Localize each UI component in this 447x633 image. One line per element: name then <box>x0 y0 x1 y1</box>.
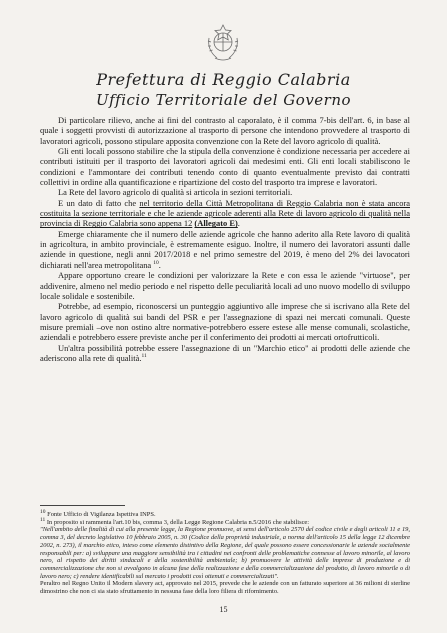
page-number: 15 <box>219 605 228 614</box>
header-ufficio: Ufficio Territoriale del Governo <box>95 91 352 109</box>
paragraph-4-lead: E un dato di fatto che <box>58 197 140 208</box>
italian-republic-emblem-icon <box>203 22 243 64</box>
footnote-11 <box>40 516 410 527</box>
footnote-ref-10: 10 <box>153 260 159 266</box>
footnote-10-text: Fonte Ufficio di Vigilanza Ispettiva INPS. <box>47 511 156 518</box>
paragraph-6: Appare opportuno creare le condizioni per valorizzare la Rete e con essa le aziende "virtuose", per addivenire, almeno nel medio periodo e nel rispetto delle peculiarità locali ad uno nuovo modello di sviluppo locale solidale e sostenibile. <box>40 270 410 301</box>
paragraph-4-end: . <box>237 218 240 229</box>
header-prefettura: Prefettura di Reggio Calabria <box>96 70 351 89</box>
footnote-11-intro: In proposito si rammenta l'art.10 bis, comma 3, della Legge Regione Calabria n.5/2016 che stabilisce: <box>46 518 310 526</box>
paragraph-8 <box>40 343 410 364</box>
footnotes <box>40 508 410 596</box>
paragraph-5 <box>40 229 410 270</box>
paragraph-5-end: . <box>158 259 161 270</box>
paragraph-4-underlined: nel territorio della Città Metropolitana di Reggio Calabria non è stata ancora costituita la sezione territoriale e che le aziende agricole aderenti alla Rete di lavoro agricolo di qualità nella provincia di Reggio Calabria sono appena 12 <box>40 197 410 229</box>
paragraph-2: Gli enti locali possono stabilire che la stipula della convenzione è condizione necessaria per accedere ai contributi istituiti per il trasporto dei lavoratori agricoli dai medesimi enti. Gli enti locali stabiliscono le condizioni e l'ammontare dei contributi tenendo conto di quanto eventualmente previsto dai contratti collettivi in ordine alla quantificazione e ripartizione del costo del trasporto tra imprese e lavoratori. <box>40 146 410 188</box>
footnote-11-extra: Peraltro nel Regno Unito il Modern slavery act, approvato nel 2015, prevede che le aziende con un fatturato superiore ai 36 milioni di sterline dimostrino che non ci sia stato sfruttamento in nessuna fase della loro filiera di rifornimento. <box>40 580 410 596</box>
footnote-separator <box>40 505 125 506</box>
body-text <box>40 115 410 363</box>
paragraph-3: La Rete del lavoro agricolo di qualità si articola in sezioni territoriali. <box>58 187 293 198</box>
footnote-11-number: 11 <box>40 516 46 523</box>
paragraph-7: Potrebbe, ad esempio, riconoscersi un punteggio aggiuntivo alle imprese che si iscrivano alla Rete del lavoro agricolo di qualità sui bandi del PSR e per l'assegnazione di spazi nei mercati comunali. Queste misure premiali –ove non ostino altre normative-potrebbero essere estese alle mense comunali, scolastiche, aziendali e potrebbero essere previste anche per il conferimento dei prodotti ai mercati ortofrutticoli. <box>40 301 410 343</box>
paragraph-5-text: Emerge chiaramente che il numero delle aziende agricole che hanno aderito alla Rete lavoro di qualità in agricoltura, in ambito provinciale, è estremamente esiguo. Inoltre, il numero dei lavoratori assunti dalle aziende in questione, negli anni 2017/2018 e nel primo semestre del 2019, è meno del 2% dei lavocatori dichiarati nell'area metropolitana <box>40 228 410 270</box>
allegato-e-reference: (Allegato E) <box>194 218 238 229</box>
paragraph-1: Di particolare rilievo, anche ai fini del contrasto al caporalato, è il comma 7-bis dell'art. 6, in base al quale i soggetti provvisti di autorizzazione al trasporto di persone che intendono provvedere al trasporto di lavoratori agricoli, possono stipulare apposita convenzione con la Rete del lavoro agricolo di qualità. <box>40 115 410 146</box>
footnote-10 <box>40 508 410 519</box>
footnote-10-number: 10 <box>40 508 46 515</box>
footnote-ref-11: 11 <box>141 353 147 360</box>
paragraph-8-text: Un'altra possibilità potrebbe essere l'assegnazione di un "Marchio etico" ai prodotti delle aziende che aderiscono alla rete di qualità. <box>40 342 410 363</box>
footnote-11-quote: "Nell'ambito delle finalità di cui alla presente legge, la Regione promuove, ai sensi dell'articolo 2570 del codice civile e degli articoli 11 e 19, comma 3, del decreto legislativo 10 febbraio 2005, n. 30 (Codice della proprietà industriale, a norma dell'articolo 15 della legge 12 dicembre 2002, n. 273), il marchio etico, inteso come elemento distintivo della Regione, del quale possono essere concessionarie le aziende socialmente responsabili per: a) sviluppare una maggiore sensibilità tra i cittadini nei confronti delle problematiche connesse al lavoro minorile, al lavoro nero, al rispetto dei diritti sindacali e della sostenibilità ambientale; b) promuovere le attività delle imprese di produzione e di commercializzazione che non si avvalgono in alcuna fase della realizzazione e della commercializzazione del prodotto, di lavoro minorile o di lavoro nero; c) rendere identificabili sul mercato i prodotti così ottenuti e commercializzati". <box>40 526 410 580</box>
paragraph-4 <box>40 198 410 229</box>
